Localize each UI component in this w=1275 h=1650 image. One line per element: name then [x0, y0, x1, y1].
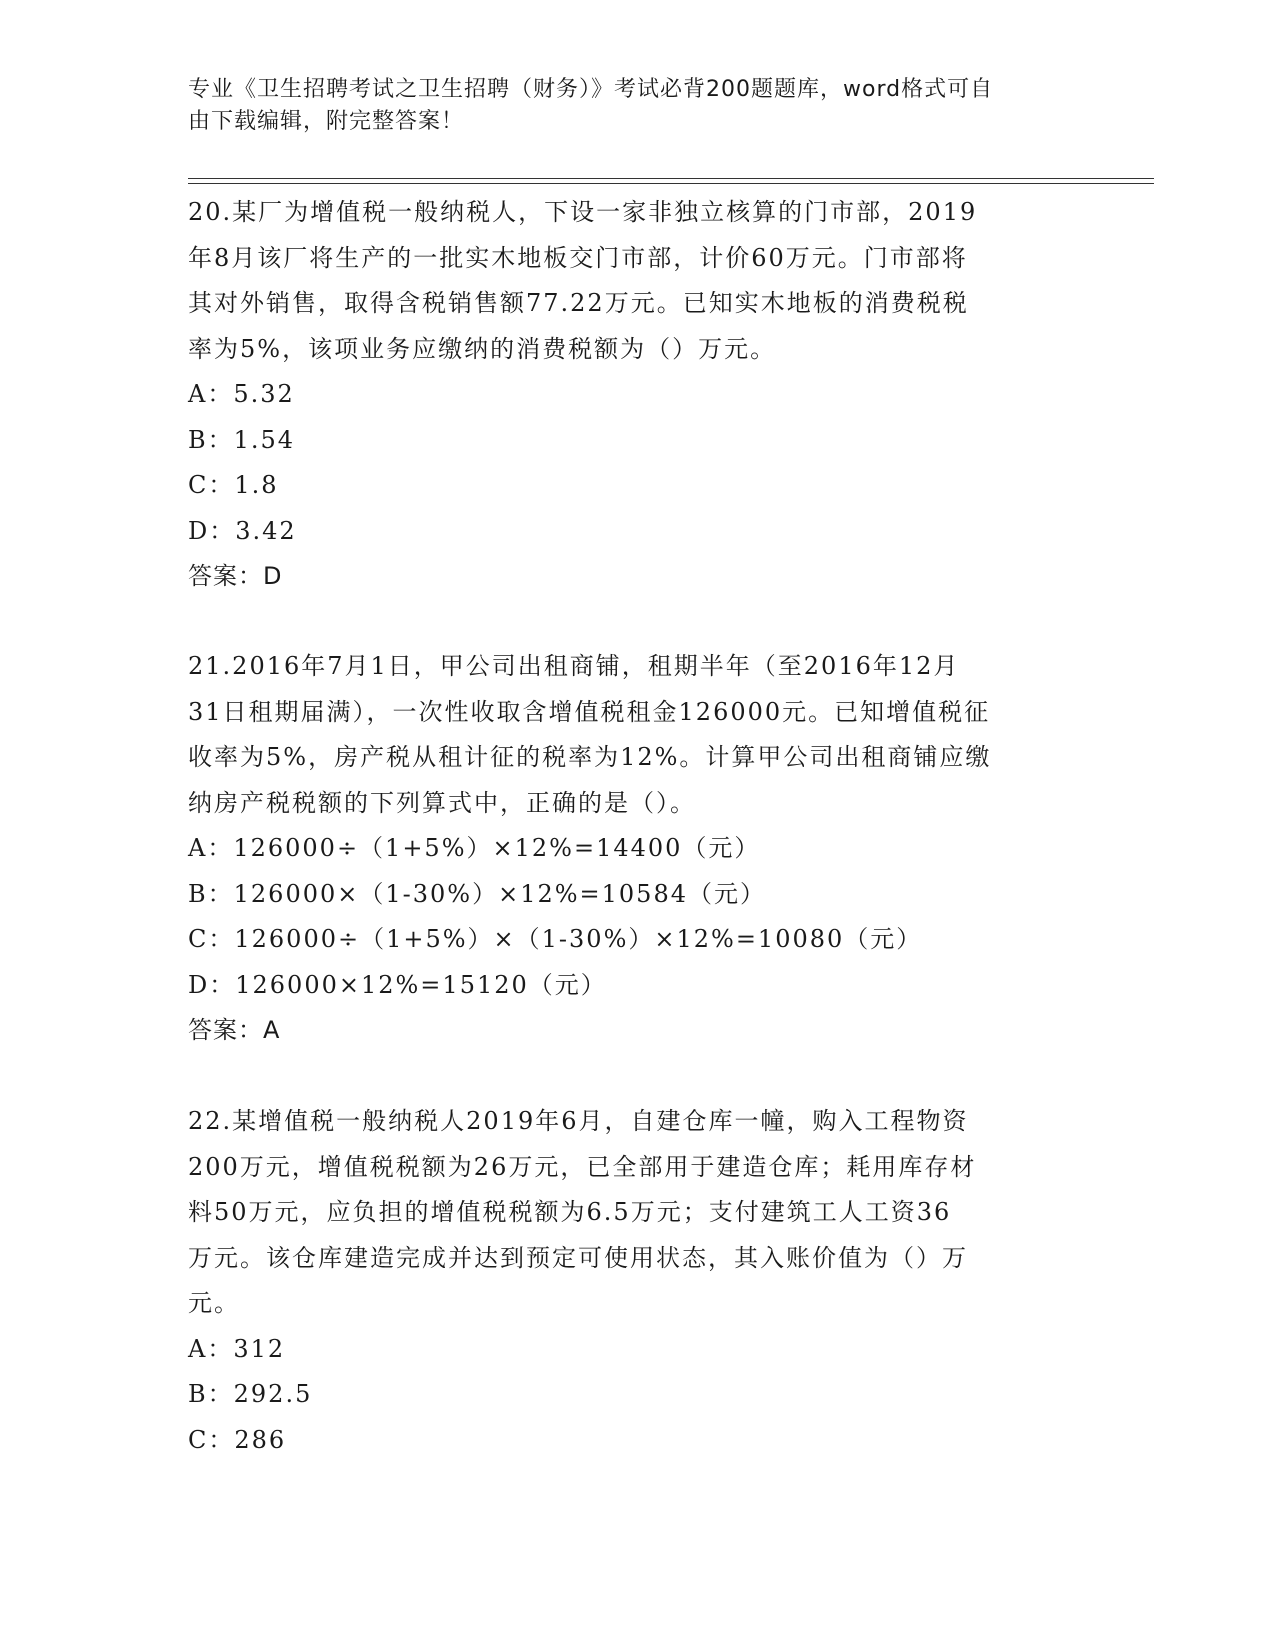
option-a: A：312: [188, 1334, 286, 1363]
header-divider-bottom: [188, 183, 1154, 184]
question-stem-line: 20.某厂为增值税一般纳税人，下设一家非独立核算的门市部，2019: [188, 198, 978, 226]
question-22: [188, 1099, 1078, 1463]
question-stem-line: 元。: [188, 1289, 240, 1317]
option-a: A：126000÷（1+5%）×12%=14400（元）: [188, 834, 761, 862]
option-d: D：3.42: [188, 516, 297, 545]
option-c: C：286: [188, 1425, 287, 1454]
question-stem-line: 31日租期届满），一次性收取含增值税租金126000元。已知增值税征: [188, 697, 991, 726]
option-d: D：126000×12%=15120（元）: [188, 970, 607, 999]
answer-label: 答案：D: [188, 562, 283, 590]
question-stem-line: 料50万元，应负担的增值税税额为6.5万元；支付建筑工人工资36: [188, 1198, 952, 1226]
question-stem-line: 纳房产税税额的下列算式中，正确的是（）。: [188, 788, 696, 817]
header-line-2: 由下载编辑，附完整答案！: [188, 109, 465, 134]
question-stem-line: 21.2016年7月1日，甲公司出租商铺，租期半年（至2016年12月: [188, 652, 960, 680]
answer-label: 答案：A: [188, 1016, 281, 1044]
option-c: C：126000÷（1+5%）×（1-30%）×12%=10080（元）: [188, 925, 923, 953]
question-21: [188, 644, 1078, 1054]
option-c: C：1.8: [188, 471, 279, 499]
option-b: B：292.5: [188, 1380, 313, 1408]
question-stem-line: 收率为5%，房产税从租计征的税率为12%。计算甲公司出租商铺应缴: [188, 743, 992, 771]
option-a: A：5.32: [188, 380, 295, 408]
question-stem-line: 其对外销售，取得含税销售额77.22万元。已知实木地板的消费税税: [188, 289, 969, 317]
option-b: B：126000×（1-30%）×12%=10584（元）: [188, 879, 766, 908]
question-stem-line: 200万元，增值税税额为26万元，已全部用于建造仓库；耗用库存材: [188, 1152, 977, 1181]
question-stem-line: 年8月该厂将生产的一批实木地板交门市部，计价60万元。门市部将: [188, 243, 968, 272]
header-divider-top: [188, 178, 1154, 179]
question-stem-line: 率为5%，该项业务应缴纳的消费税额为（）万元。: [188, 334, 777, 363]
question-stem-line: 22.某增值税一般纳税人2019年6月，自建仓库一幢，购入工程物资: [188, 1107, 969, 1135]
header-line-1: 专业《卫生招聘考试之卫生招聘（财务）》考试必背200题题库，word格式可自: [188, 77, 994, 102]
option-b: B：1.54: [188, 425, 296, 454]
question-stem-line: 万元。该仓库建造完成并达到预定可使用状态，其入账价值为（）万: [188, 1243, 968, 1272]
question-20: [188, 190, 1078, 600]
document-header: [188, 74, 1068, 138]
